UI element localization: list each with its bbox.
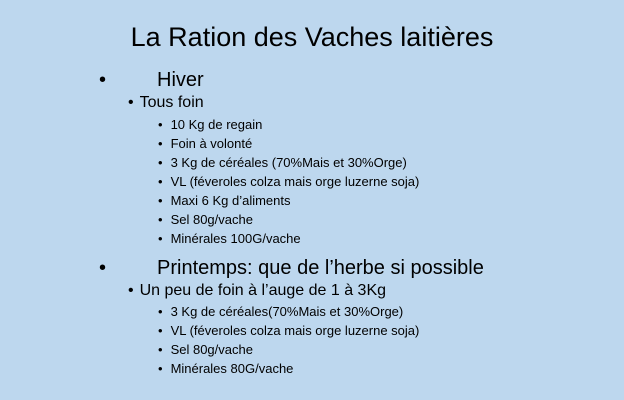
bullet-icon: •: [158, 174, 163, 189]
list-item-label: VL (féveroles colza mais orge luzerne soja): [170, 323, 420, 338]
list-item-label: 10 Kg de regain: [170, 117, 263, 132]
list-item: [158, 211, 253, 229]
subheading-label: Tous foin: [139, 94, 204, 111]
bullet-icon: •: [158, 212, 163, 227]
list-item-label: 3 Kg de céréales (70%Mais et 30%Orge): [170, 155, 407, 170]
bullet-icon: •: [158, 304, 163, 319]
bullet-icon: •: [158, 361, 163, 376]
list-item-label: Minérales 80G/vache: [170, 361, 294, 376]
section-heading-printemps: [0, 256, 624, 280]
subheading-label: Un peu de foin à l’auge de 1 à 3Kg: [139, 282, 387, 299]
section-heading-hiver: [0, 68, 624, 92]
list-item: [158, 303, 403, 321]
list-item: [158, 192, 291, 210]
bullet-icon: •: [158, 193, 163, 208]
bullet-icon: •: [158, 323, 163, 338]
bullet-icon: •: [158, 117, 163, 132]
list-item: [158, 135, 252, 153]
section-heading-label: Printemps: que de l’herbe si possible: [157, 257, 484, 279]
list-item: [158, 341, 253, 359]
list-item-label: VL (féveroles colza mais orge luzerne soja): [170, 174, 420, 189]
bullet-icon: •: [128, 282, 134, 299]
list-item-label: Minérales 100G/vache: [170, 231, 301, 246]
bullet-icon: •: [99, 69, 107, 91]
subheading-un-peu-de-foin: [128, 281, 386, 301]
list-item-label: 3 Kg de céréales(70%Mais et 30%Orge): [170, 304, 404, 319]
list-item: [158, 173, 419, 191]
section-heading-label: Hiver: [157, 69, 204, 91]
list-item-label: Foin à volonté: [170, 136, 253, 151]
list-item-label: Sel 80g/vache: [170, 212, 253, 227]
bullet-icon: •: [128, 94, 134, 111]
list-item-label: Sel 80g/vache: [170, 342, 253, 357]
list-item: [158, 154, 407, 172]
slide-title: La Ration des Vaches laitières: [130, 22, 494, 52]
bullet-icon: •: [99, 257, 107, 279]
list-item: [158, 230, 301, 248]
list-item: [158, 116, 262, 134]
list-item: [158, 360, 293, 378]
subheading-tous-foin: [128, 93, 204, 113]
bullet-icon: •: [158, 155, 163, 170]
bullet-icon: •: [158, 342, 163, 357]
bullet-icon: •: [158, 136, 163, 151]
list-item: [158, 322, 419, 340]
list-item-label: Maxi 6 Kg d’aliments: [170, 193, 291, 208]
bullet-icon: •: [158, 231, 163, 246]
